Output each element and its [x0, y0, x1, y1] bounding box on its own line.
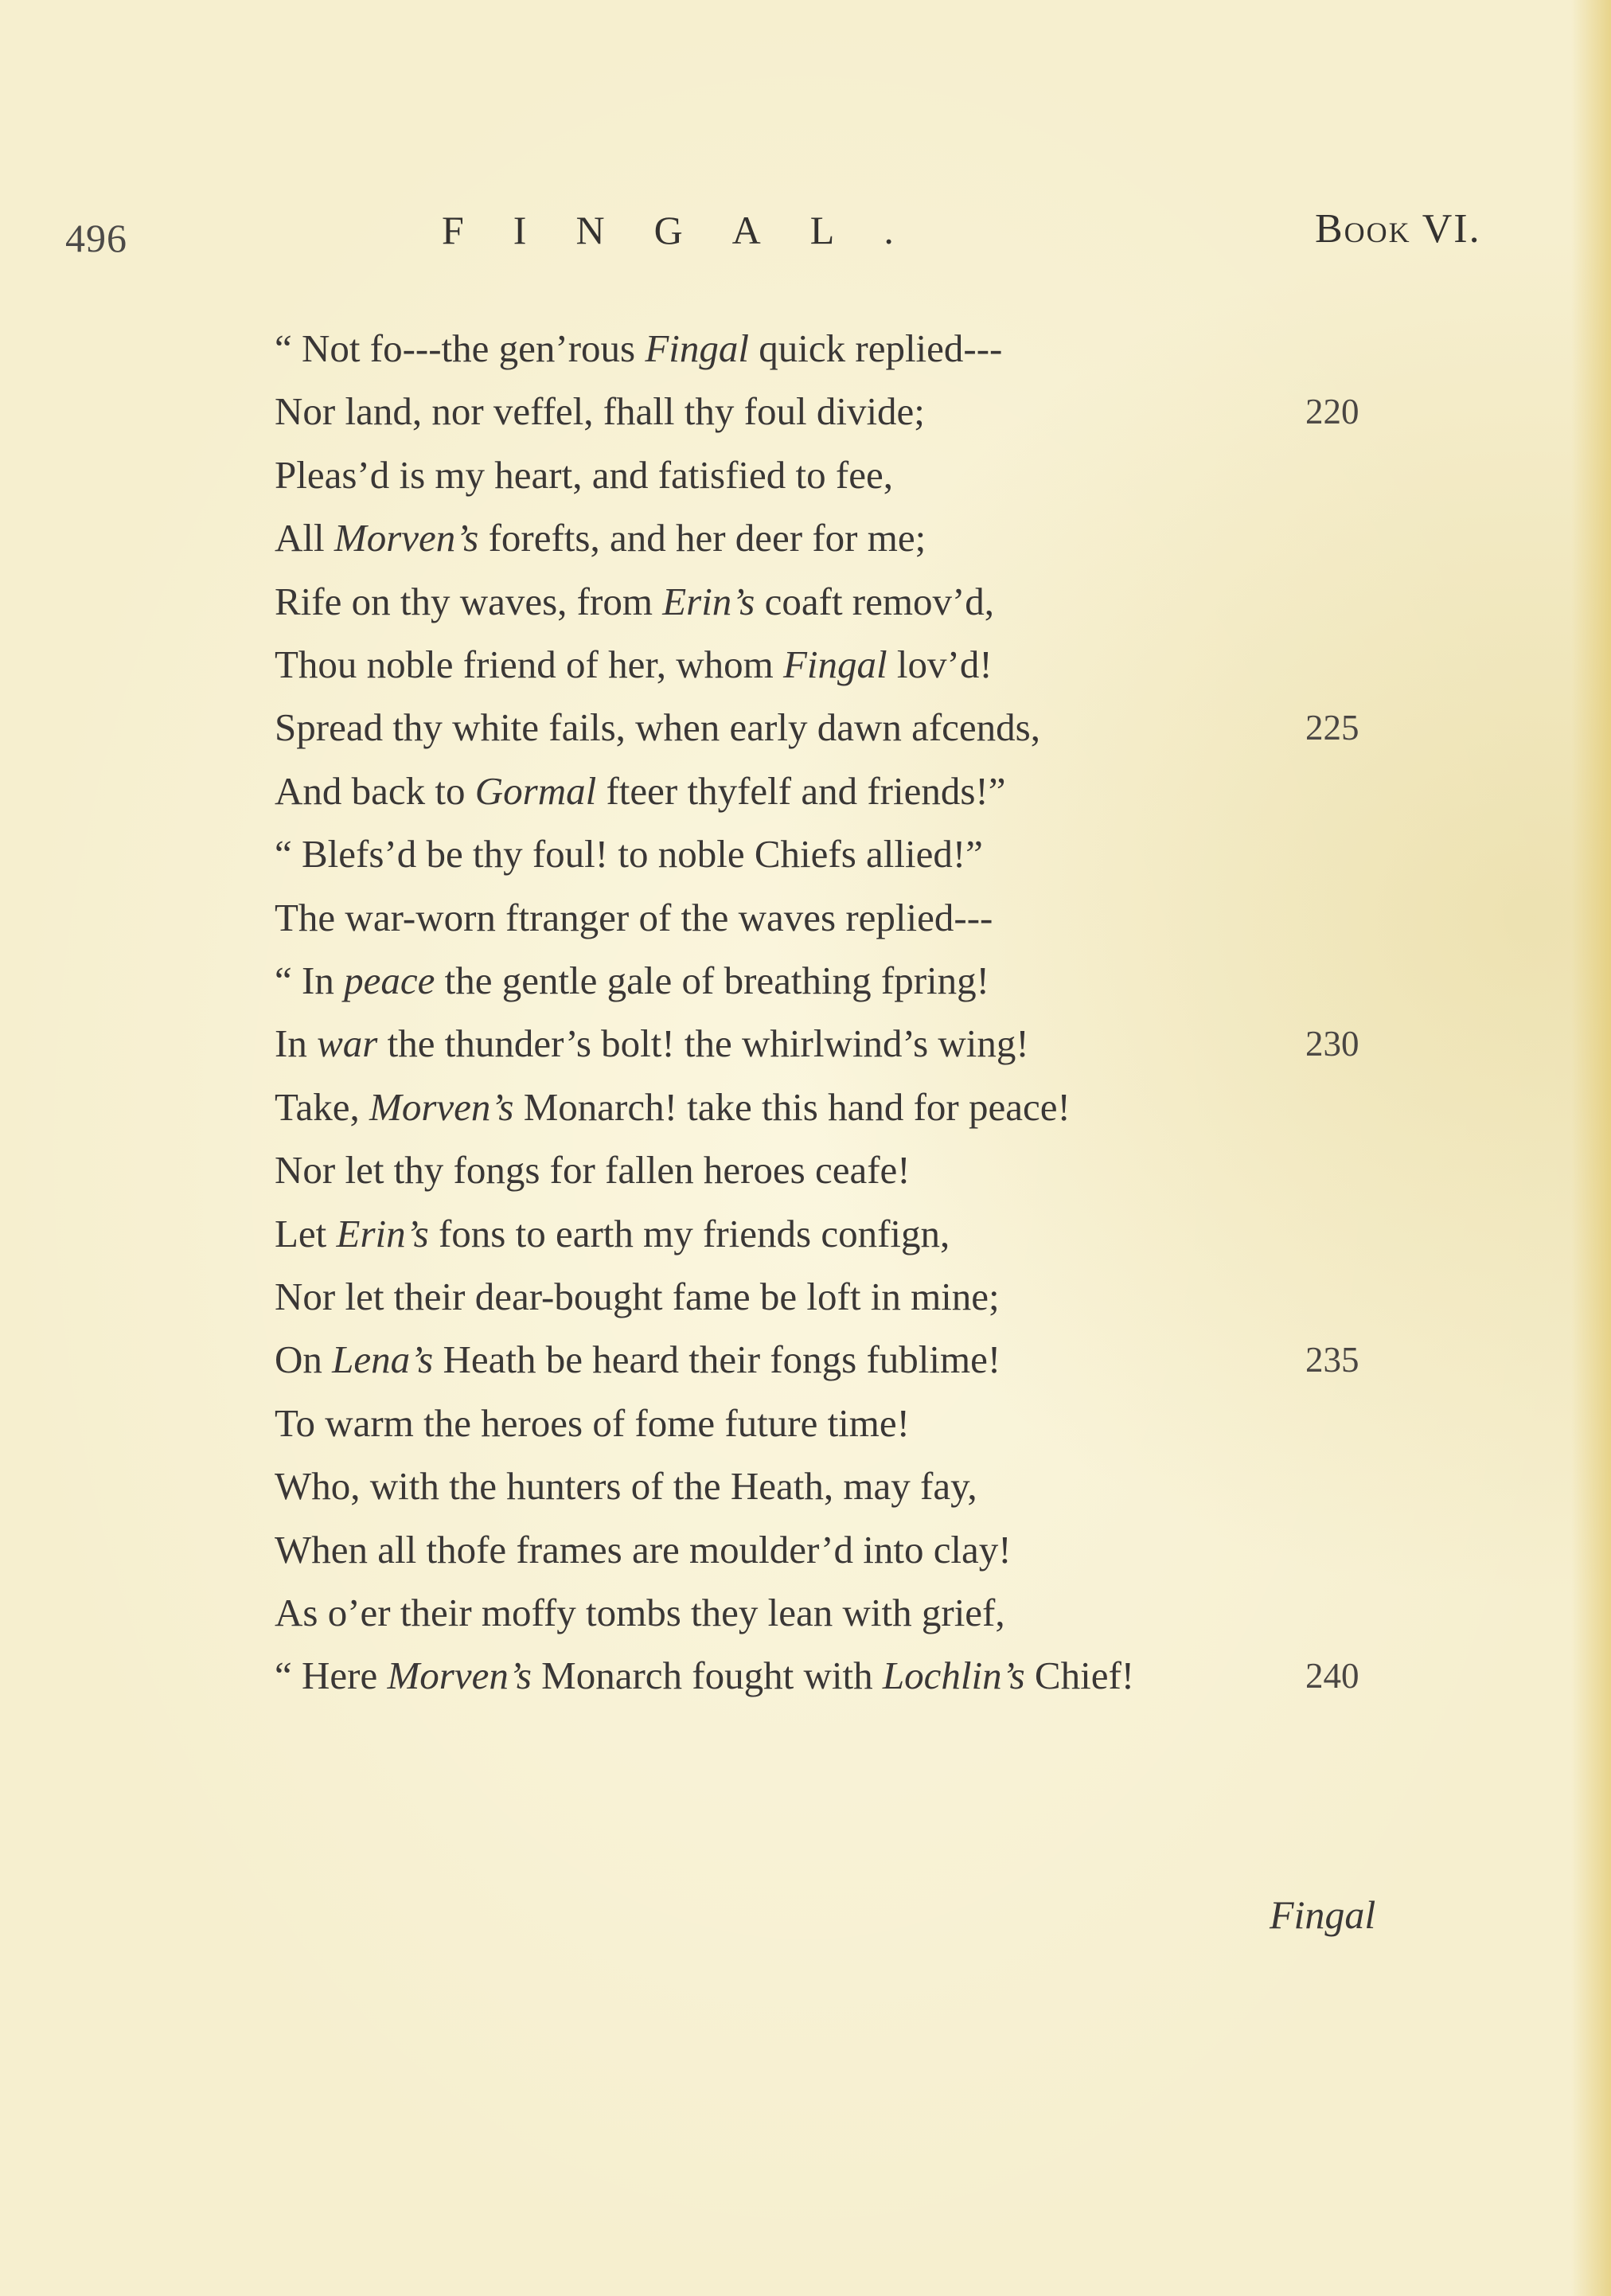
line-text: On	[275, 1337, 333, 1382]
line-text: “ In	[275, 959, 345, 1002]
poem-line	[275, 1084, 1071, 1131]
line-text: And back to	[275, 768, 475, 813]
line-text: When all thofe frames are moulder’d into clay!	[275, 1527, 1012, 1572]
line-text: Nor let their dear-bought fame be loft in mine;	[275, 1275, 1000, 1318]
book-label: Book VI.	[1315, 206, 1481, 252]
line-text: the thunder’s bolt! the whirlwind’s wing!	[377, 1021, 1029, 1066]
italic-name: Lena’s	[332, 1337, 434, 1382]
italic-name: Morven’s	[387, 1654, 532, 1698]
italic-name: Erin’s	[336, 1211, 429, 1255]
poem-line	[275, 894, 993, 942]
line-text: Let	[275, 1211, 337, 1255]
page-number: 496	[65, 216, 127, 260]
poem-line	[275, 325, 1002, 373]
line-number: 240	[1305, 1656, 1359, 1697]
poem-line	[275, 514, 926, 562]
italic-name: Morven’s	[334, 516, 479, 560]
line-text: forefts, and her deer for me;	[478, 516, 926, 560]
poem-line	[275, 830, 983, 878]
line-text: The war-worn ftranger of the waves replied---	[275, 895, 993, 939]
poem-line	[275, 1273, 1000, 1321]
poem-line	[275, 1462, 977, 1510]
poem-line	[275, 578, 994, 626]
line-text: fteer thyfelf and friends!”	[596, 768, 1006, 813]
poem-line	[275, 388, 925, 435]
line-text: Heath be heard their fongs fublime!	[433, 1337, 1001, 1382]
line-number: 230	[1305, 1024, 1359, 1064]
line-text: Nor land, nor veffel, fhall thy foul divide;	[275, 389, 925, 434]
catchword: Fingal	[1270, 1892, 1376, 1937]
line-text: In	[275, 1021, 318, 1066]
poem-line	[275, 1589, 1005, 1637]
line-text: Who, with the hunters of the Heath, may fay,	[275, 1464, 977, 1509]
poem-line	[275, 1526, 1012, 1574]
line-text: Chief!	[1024, 1654, 1135, 1698]
poem-line	[275, 1336, 1001, 1384]
italic-name: Erin’s	[662, 579, 755, 623]
line-text: Monarch fought with	[531, 1654, 883, 1698]
running-title: FINGAL.	[442, 208, 943, 252]
italic-name: war	[317, 1021, 378, 1066]
line-text: Nor let thy fongs for fallen heroes ceafe!	[275, 1148, 911, 1193]
italic-name: Lochlin’s	[882, 1654, 1025, 1698]
line-text: Thou noble friend of her, whom	[275, 642, 783, 686]
italic-name: Fingal	[782, 642, 887, 686]
line-text: Rife on thy waves, from	[275, 579, 663, 623]
line-text: quick replied---	[749, 326, 1003, 370]
line-text: “ Not fo---the gen’rous	[275, 326, 646, 370]
poem-line	[275, 1652, 1134, 1700]
line-number: 220	[1305, 392, 1359, 432]
poem-line	[275, 1020, 1029, 1068]
line-text: Pleas’d is my heart, and fatisfied to fee,	[275, 452, 893, 497]
line-text: fons to earth my friends confign,	[428, 1211, 950, 1255]
line-text: Monarch! take this hand for peace!	[513, 1084, 1071, 1129]
line-text: As o’er their moffy tombs they lean with grief,	[275, 1591, 1005, 1634]
line-number: 235	[1305, 1340, 1359, 1380]
poem-line	[275, 451, 893, 499]
poem-line	[275, 1210, 950, 1258]
line-text: All	[275, 516, 334, 560]
poem-line	[275, 1400, 910, 1447]
line-number: 225	[1305, 708, 1359, 748]
italic-name: Gormal	[474, 768, 597, 813]
line-text: “ Blefs’d be thy foul! to noble Chiefs allied!”	[275, 832, 983, 877]
poem-line	[275, 1146, 911, 1194]
line-text: To warm the heroes of fome future time!	[275, 1400, 910, 1445]
poem-line	[275, 704, 1040, 752]
line-text: Spread thy white fails, when early dawn afcends,	[275, 705, 1040, 750]
page-edge-discoloration	[1571, 0, 1611, 2296]
italic-name: Fingal	[645, 326, 750, 370]
line-text: “ Here	[275, 1654, 388, 1698]
poem-line	[275, 641, 993, 689]
poem-line	[275, 957, 989, 1005]
line-text: coaft remov’d,	[755, 579, 995, 623]
line-text: Take,	[275, 1084, 370, 1129]
poem-line	[275, 767, 1005, 815]
italic-name: peace	[344, 959, 435, 1002]
line-text: lov’d!	[887, 642, 993, 686]
italic-name: Morven’s	[369, 1084, 514, 1129]
line-text: the gentle gale of breathing fpring!	[435, 959, 989, 1002]
